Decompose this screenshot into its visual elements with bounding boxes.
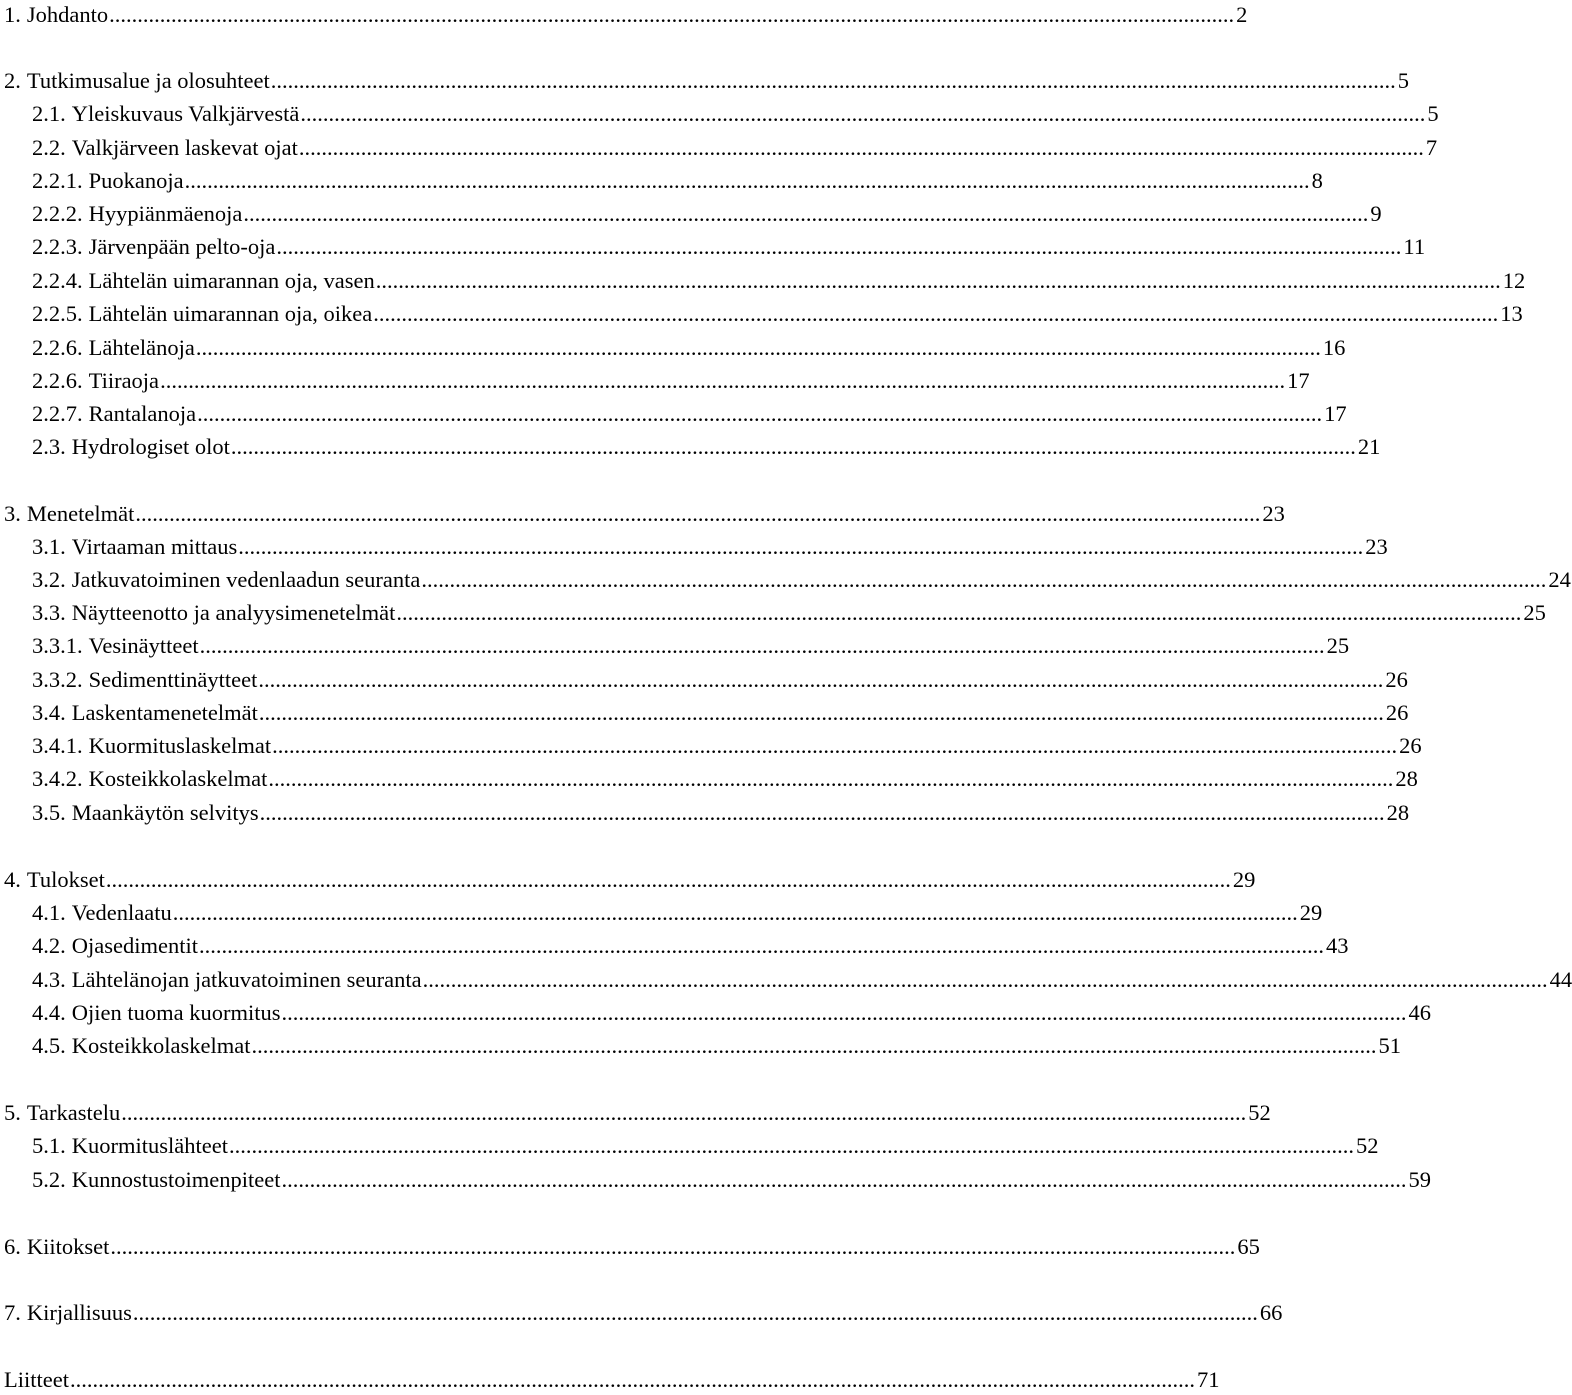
toc-entry-number: 2.2. [32, 135, 66, 160]
toc-entry-page-number: 28 [1386, 800, 1410, 825]
toc-entry[interactable] [32, 99, 1439, 129]
toc-entry-title: Näytteenotto ja analyysimenetelmät [71, 600, 396, 625]
toc-entry-page-number: 11 [1403, 234, 1426, 259]
toc-entry-page-number: 52 [1355, 1133, 1379, 1158]
toc-entry[interactable] [32, 1131, 1379, 1161]
toc-entry[interactable] [32, 665, 1408, 695]
toc-entry[interactable] [32, 731, 1422, 761]
toc-entry-page-number: 28 [1395, 766, 1418, 791]
toc-entry-title: Puokanoja [88, 168, 184, 193]
toc-dot-leader: ........................................................................................................................................................................................................ [268, 766, 1394, 791]
toc-entry-number: 3.2. [32, 567, 66, 592]
toc-entry-page-number: 23 [1365, 534, 1388, 559]
toc-dot-leader: ........................................................................................................................................................................................................ [276, 234, 1402, 259]
toc-dot-leader: ........................................................................................................................................................................................................ [396, 600, 1522, 625]
toc-dot-leader: ........................................................................................................................................................................................................ [238, 534, 1364, 559]
toc-entry-number: 6. [4, 1234, 21, 1259]
toc-entry[interactable] [4, 1298, 1283, 1328]
toc-entry-page-number: 5 [1427, 101, 1439, 126]
toc-entry[interactable] [32, 1031, 1401, 1061]
toc-entry-title: Kunnostustoimenpiteet [71, 1167, 281, 1192]
toc-dot-leader: ........................................................................................................................................................................................................ [272, 733, 1398, 758]
toc-dot-leader: ........................................................................................................................................................................................................ [110, 1234, 1236, 1259]
toc-entry-number: 5. [4, 1100, 21, 1125]
toc-entry-number: 2.2.2. [32, 201, 83, 226]
toc-entry-number: 7. [4, 1300, 21, 1325]
toc-entry-title: Tarkastelu [26, 1100, 121, 1125]
toc-dot-leader: ........................................................................................................................................................................................................ [135, 501, 1261, 526]
toc-dot-leader: ........................................................................................................................................................................................................ [105, 867, 1231, 892]
toc-entry-title: Vesinäytteet [88, 633, 199, 658]
toc-entry-number: 2.2.5. [32, 301, 83, 326]
toc-entry-number: 2.2.3. [32, 234, 83, 259]
toc-entry-title: Tutkimusalue ja olosuhteet [26, 68, 270, 93]
toc-entry[interactable] [32, 998, 1431, 1028]
toc-entry[interactable] [32, 764, 1418, 794]
toc-entry-number: 3.1. [32, 534, 66, 559]
toc-entry-title: Lähtelän uimarannan oja, oikea [88, 301, 373, 326]
toc-entry[interactable] [4, 865, 1256, 895]
toc-entry-number: 4.4. [32, 1000, 66, 1025]
toc-entry[interactable] [32, 133, 1438, 163]
toc-entry[interactable] [32, 166, 1323, 196]
toc-entry-title: Hyypiänmäenoja [88, 201, 243, 226]
toc-entry-page-number: 17 [1287, 368, 1310, 393]
toc-entry-title: Valkjärveen laskevat ojat [71, 135, 298, 160]
toc-entry-page-number: 5 [1397, 68, 1410, 93]
toc-entry-title: Lähtelänojan jatkuvatoiminen seuranta [71, 967, 422, 992]
toc-dot-leader: ........................................................................................................................................................................................................ [197, 401, 1323, 426]
toc-entry[interactable] [32, 1165, 1431, 1195]
toc-entry-page-number: 21 [1357, 434, 1381, 459]
toc-dot-leader: ........................................................................................................................................................................................................ [270, 68, 1396, 93]
toc-entry[interactable] [4, 499, 1285, 529]
toc-entry-number: 3.3. [32, 600, 66, 625]
toc-entry-page-number: 26 [1385, 700, 1409, 725]
toc-dot-leader: ........................................................................................................................................................................................................ [160, 368, 1286, 393]
toc-entry-page-number: 2 [1236, 2, 1248, 27]
toc-dot-leader: ........................................................................................................................................................................................................ [281, 1167, 1407, 1192]
toc-entry-page-number: 29 [1299, 900, 1323, 925]
toc-entry-page-number: 29 [1232, 867, 1256, 892]
toc-dot-leader: ........................................................................................................................................................................................................ [258, 700, 1384, 725]
toc-entry-page-number: 9 [1370, 201, 1382, 226]
toc-entry[interactable] [32, 698, 1409, 728]
toc-entry[interactable] [32, 598, 1546, 628]
toc-entry-page-number: 65 [1237, 1234, 1260, 1259]
toc-entry-page-number: 26 [1399, 733, 1422, 758]
toc-entry-title: Laskentamenetelmät [71, 700, 258, 725]
toc-entry-title: Kiitokset [26, 1234, 110, 1259]
toc-dot-leader: ........................................................................................................................................................................................................ [184, 168, 1310, 193]
toc-entry-title: Maankäytön selvitys [71, 800, 259, 825]
toc-entry[interactable] [4, 66, 1410, 96]
toc-entry-title: Kosteikkolaskelmat [88, 766, 268, 791]
toc-entry-page-number: 25 [1523, 600, 1546, 625]
toc-entry-title: Rantalanoja [88, 401, 197, 426]
toc-entry-title: Lähtelän uimarannan oja, vasen [88, 268, 375, 293]
toc-entry-number: 3.3.2. [32, 667, 83, 692]
toc-dot-leader: ........................................................................................................................................................................................................ [258, 667, 1384, 692]
toc-entry-page-number: 71 [1196, 1367, 1220, 1392]
toc-entry-number: 4.1. [32, 900, 66, 925]
toc-entry[interactable] [32, 898, 1323, 928]
toc-entry-title: Kirjallisuus [26, 1300, 132, 1325]
toc-dot-leader: ........................................................................................................................................................................................................ [228, 1133, 1354, 1158]
toc-entry-number: 2. [4, 68, 21, 93]
toc-entry-title: Tiiraoja [88, 368, 160, 393]
toc-entry-title: Liitteet [4, 1367, 69, 1392]
toc-entry-page-number: 8 [1311, 168, 1323, 193]
toc-entry-page-number: 24 [1548, 567, 1571, 592]
toc-entry[interactable] [32, 299, 1523, 329]
toc-entry-number: 4.3. [32, 967, 66, 992]
toc-dot-leader: ........................................................................................................................................................................................................ [172, 900, 1298, 925]
toc-dot-leader: ........................................................................................................................................................................................................ [251, 1033, 1377, 1058]
toc-entry[interactable] [32, 965, 1572, 995]
toc-entry-number: 4. [4, 867, 21, 892]
toc-entry-page-number: 52 [1248, 1100, 1271, 1125]
toc-entry-title: Tulokset [26, 867, 105, 892]
toc-entry[interactable] [32, 333, 1346, 363]
toc-dot-leader: ........................................................................................................................................................................................................ [421, 567, 1547, 592]
toc-entry[interactable] [32, 631, 1350, 661]
toc-dot-leader: ........................................................................................................................................................................................................ [422, 967, 1548, 992]
toc-entry[interactable] [32, 399, 1347, 429]
toc-entry-number: 3. [4, 501, 21, 526]
toc-entry-title: Järvenpään pelto-oja [88, 234, 276, 259]
toc-entry[interactable] [32, 266, 1526, 296]
toc-entry-number: 5.2. [32, 1167, 66, 1192]
toc-entry[interactable] [32, 366, 1310, 396]
toc-entry-page-number: 26 [1385, 667, 1408, 692]
toc-entry[interactable] [32, 232, 1426, 262]
toc-entry-page-number: 43 [1325, 933, 1349, 958]
toc-dot-leader: ........................................................................................................................................................................................................ [132, 1300, 1258, 1325]
toc-entry-page-number: 46 [1408, 1000, 1431, 1025]
toc-dot-leader: ........................................................................................................................................................................................................ [375, 268, 1501, 293]
toc-entry-title: Kuormituslaskelmat [88, 733, 272, 758]
toc-dot-leader: ........................................................................................................................................................................................................ [243, 201, 1369, 226]
toc-entry-number: 2.1. [32, 101, 66, 126]
toc-entry[interactable] [32, 798, 1410, 828]
toc-entry-page-number: 23 [1262, 501, 1285, 526]
toc-entry[interactable] [32, 565, 1571, 595]
toc-dot-leader: ........................................................................................................................................................................................................ [109, 2, 1235, 27]
toc-entry-title: Jatkuvatoiminen vedenlaadun seuranta [71, 567, 421, 592]
toc-entry-page-number: 44 [1549, 967, 1572, 992]
toc-entry-number: 5.1. [32, 1133, 66, 1158]
toc-entry[interactable] [4, 0, 1248, 30]
toc-dot-leader: ........................................................................................................................................................................................................ [259, 800, 1385, 825]
toc-entry[interactable] [32, 931, 1349, 961]
toc-entry-number: 2.2.4. [32, 268, 83, 293]
toc-entry-title: Hydrologiset olot [71, 434, 230, 459]
toc-entry-page-number: 59 [1408, 1167, 1431, 1192]
toc-entry-number: 4.5. [32, 1033, 66, 1058]
toc-entry-page-number: 16 [1322, 335, 1346, 360]
toc-entry-title: Virtaaman mittaus [71, 534, 238, 559]
toc-entry-number: 2.3. [32, 434, 66, 459]
toc-entry-number: 3.4.2. [32, 766, 83, 791]
toc-entry-page-number: 7 [1425, 135, 1438, 160]
toc-entry-title: Yleiskuvaus Valkjärvestä [71, 101, 300, 126]
toc-entry-page-number: 17 [1324, 401, 1347, 426]
toc-entry[interactable] [4, 1098, 1271, 1128]
toc-dot-leader: ........................................................................................................................................................................................................ [195, 335, 1321, 360]
toc-entry-number: 3.4. [32, 700, 66, 725]
toc-dot-leader: ........................................................................................................................................................................................................ [300, 101, 1426, 126]
toc-entry-page-number: 12 [1502, 268, 1526, 293]
toc-entry-number: 4.2. [32, 933, 66, 958]
toc-entry[interactable] [32, 432, 1381, 462]
toc-entry-title: Ojasedimentit [71, 933, 198, 958]
toc-entry[interactable] [32, 532, 1388, 562]
toc-entry-number: 2.2.7. [32, 401, 83, 426]
toc-entry[interactable] [32, 199, 1382, 229]
toc-entry-number: 3.4.1. [32, 733, 83, 758]
toc-entry-title: Kuormituslähteet [71, 1133, 228, 1158]
toc-entry[interactable] [4, 1232, 1260, 1262]
toc-dot-leader: ........................................................................................................................................................................................................ [298, 135, 1424, 160]
toc-entry-number: 2.2.6. [32, 335, 83, 360]
toc-entry-page-number: 25 [1326, 633, 1350, 658]
toc-dot-leader: ........................................................................................................................................................................................................ [281, 1000, 1407, 1025]
toc-dot-leader: ........................................................................................................................................................................................................ [69, 1367, 1195, 1392]
toc-entry-title: Kosteikkolaskelmat [71, 1033, 251, 1058]
toc-entry-number: 1. [4, 2, 21, 27]
toc-dot-leader: ........................................................................................................................................................................................................ [199, 633, 1325, 658]
toc-dot-leader: ........................................................................................................................................................................................................ [198, 933, 1324, 958]
toc-dot-leader: ........................................................................................................................................................................................................ [230, 434, 1356, 459]
toc-entry-page-number: 66 [1259, 1300, 1283, 1325]
toc-entry-title: Johdanto [26, 2, 109, 27]
toc-entry-title: Vedenlaatu [71, 900, 172, 925]
toc-entry-title: Sedimenttinäytteet [88, 667, 258, 692]
toc-dot-leader: ........................................................................................................................................................................................................ [121, 1100, 1247, 1125]
toc-entry-number: 3.5. [32, 800, 66, 825]
toc-entry[interactable] [4, 1365, 1220, 1395]
toc-entry-title: Menetelmät [26, 501, 135, 526]
toc-entry-number: 2.2.1. [32, 168, 83, 193]
toc-entry-title: Lähtelänoja [88, 335, 195, 360]
toc-dot-leader: ........................................................................................................................................................................................................ [373, 301, 1499, 326]
toc-entry-title: Ojien tuoma kuormitus [71, 1000, 281, 1025]
toc-entry-number: 2.2.6. [32, 368, 83, 393]
toc-entry-page-number: 51 [1378, 1033, 1401, 1058]
toc-entry-page-number: 13 [1500, 301, 1523, 326]
toc-entry-number: 3.3.1. [32, 633, 83, 658]
